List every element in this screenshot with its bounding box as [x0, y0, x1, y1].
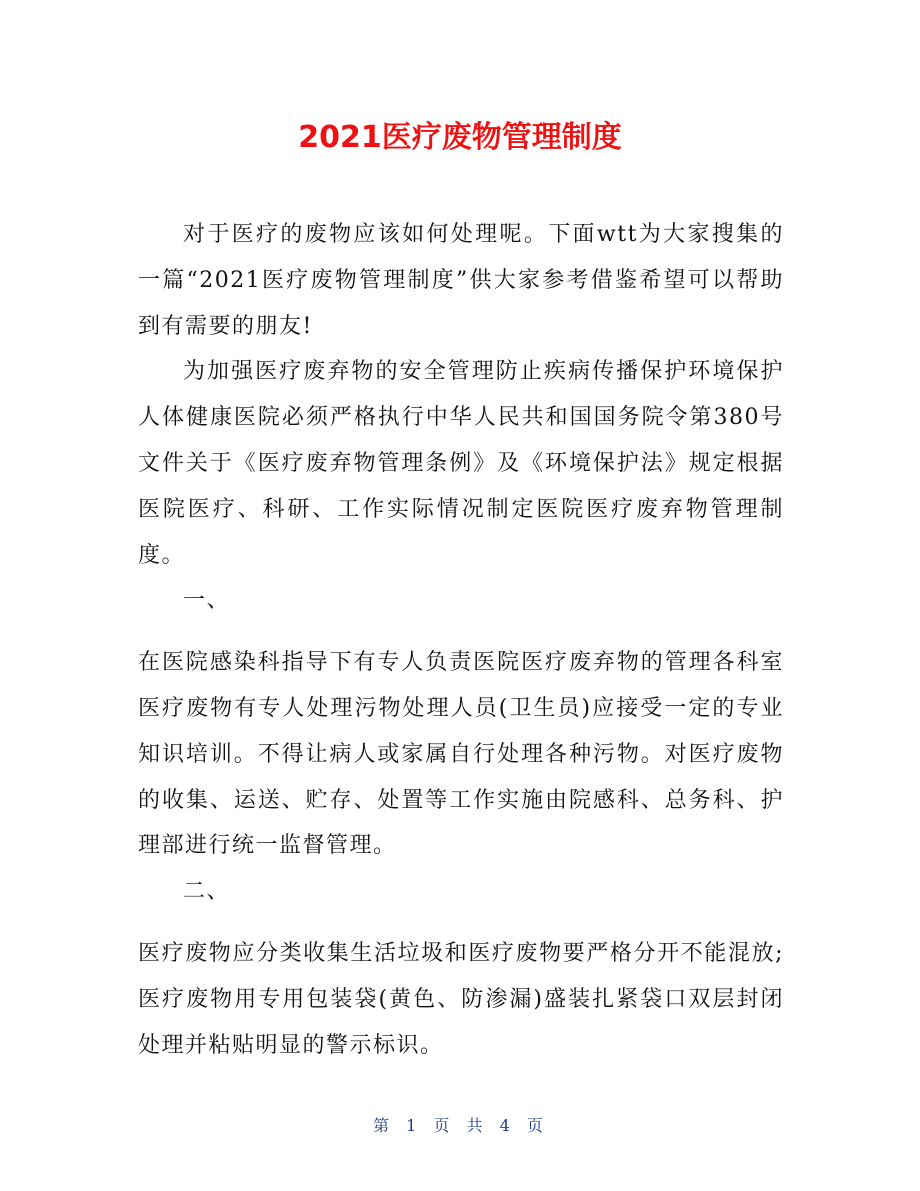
document-body — [138, 212, 784, 1068]
page-footer: 第 1 页 共 4 页 — [373, 1116, 547, 1135]
intro-paragraph: 对于医疗的废物应该如何处理呢。下面wtt为大家搜集的一篇“2021医疗废物管理制度”供大家参考借鉴希望可以帮助到有需要的朋友! — [138, 222, 784, 339]
section-2-heading: 二、 — [183, 879, 231, 905]
section-1-heading: 一、 — [183, 588, 231, 614]
purpose-paragraph: 为加强医疗废弃物的安全管理防止疾病传播保护环境保护人体健康医院必须严格执行中华人民共和国国务院令第380号文件关于《医疗废弃物管理条例》及《环境保护法》规定根据医院医疗、科研、工作实际情况制定医院医疗废弃物管理制度。 — [138, 359, 784, 568]
document-title: 2021医疗废物管理制度 — [298, 120, 622, 155]
section-2-body: 医疗废物应分类收集生活垃圾和医疗废物要严格分开不能混放;医疗废物用专用包装袋(黄色、防渗漏)盛装扎紧袋口双层封闭处理并粘贴明显的警示标识。 — [138, 940, 784, 1058]
section-1-body: 在医院感染科指导下有专人负责医院医疗废弃物的管理各科室医疗废物有专人处理污物处理人员(卫生员)应接受一定的专业知识培训。不得让病人或家属自行处理各种污物。对医疗废物的收集、运送、贮存、处置等工作实施由院感科、总务科、护理部进行统一监督管理。 — [138, 650, 784, 859]
